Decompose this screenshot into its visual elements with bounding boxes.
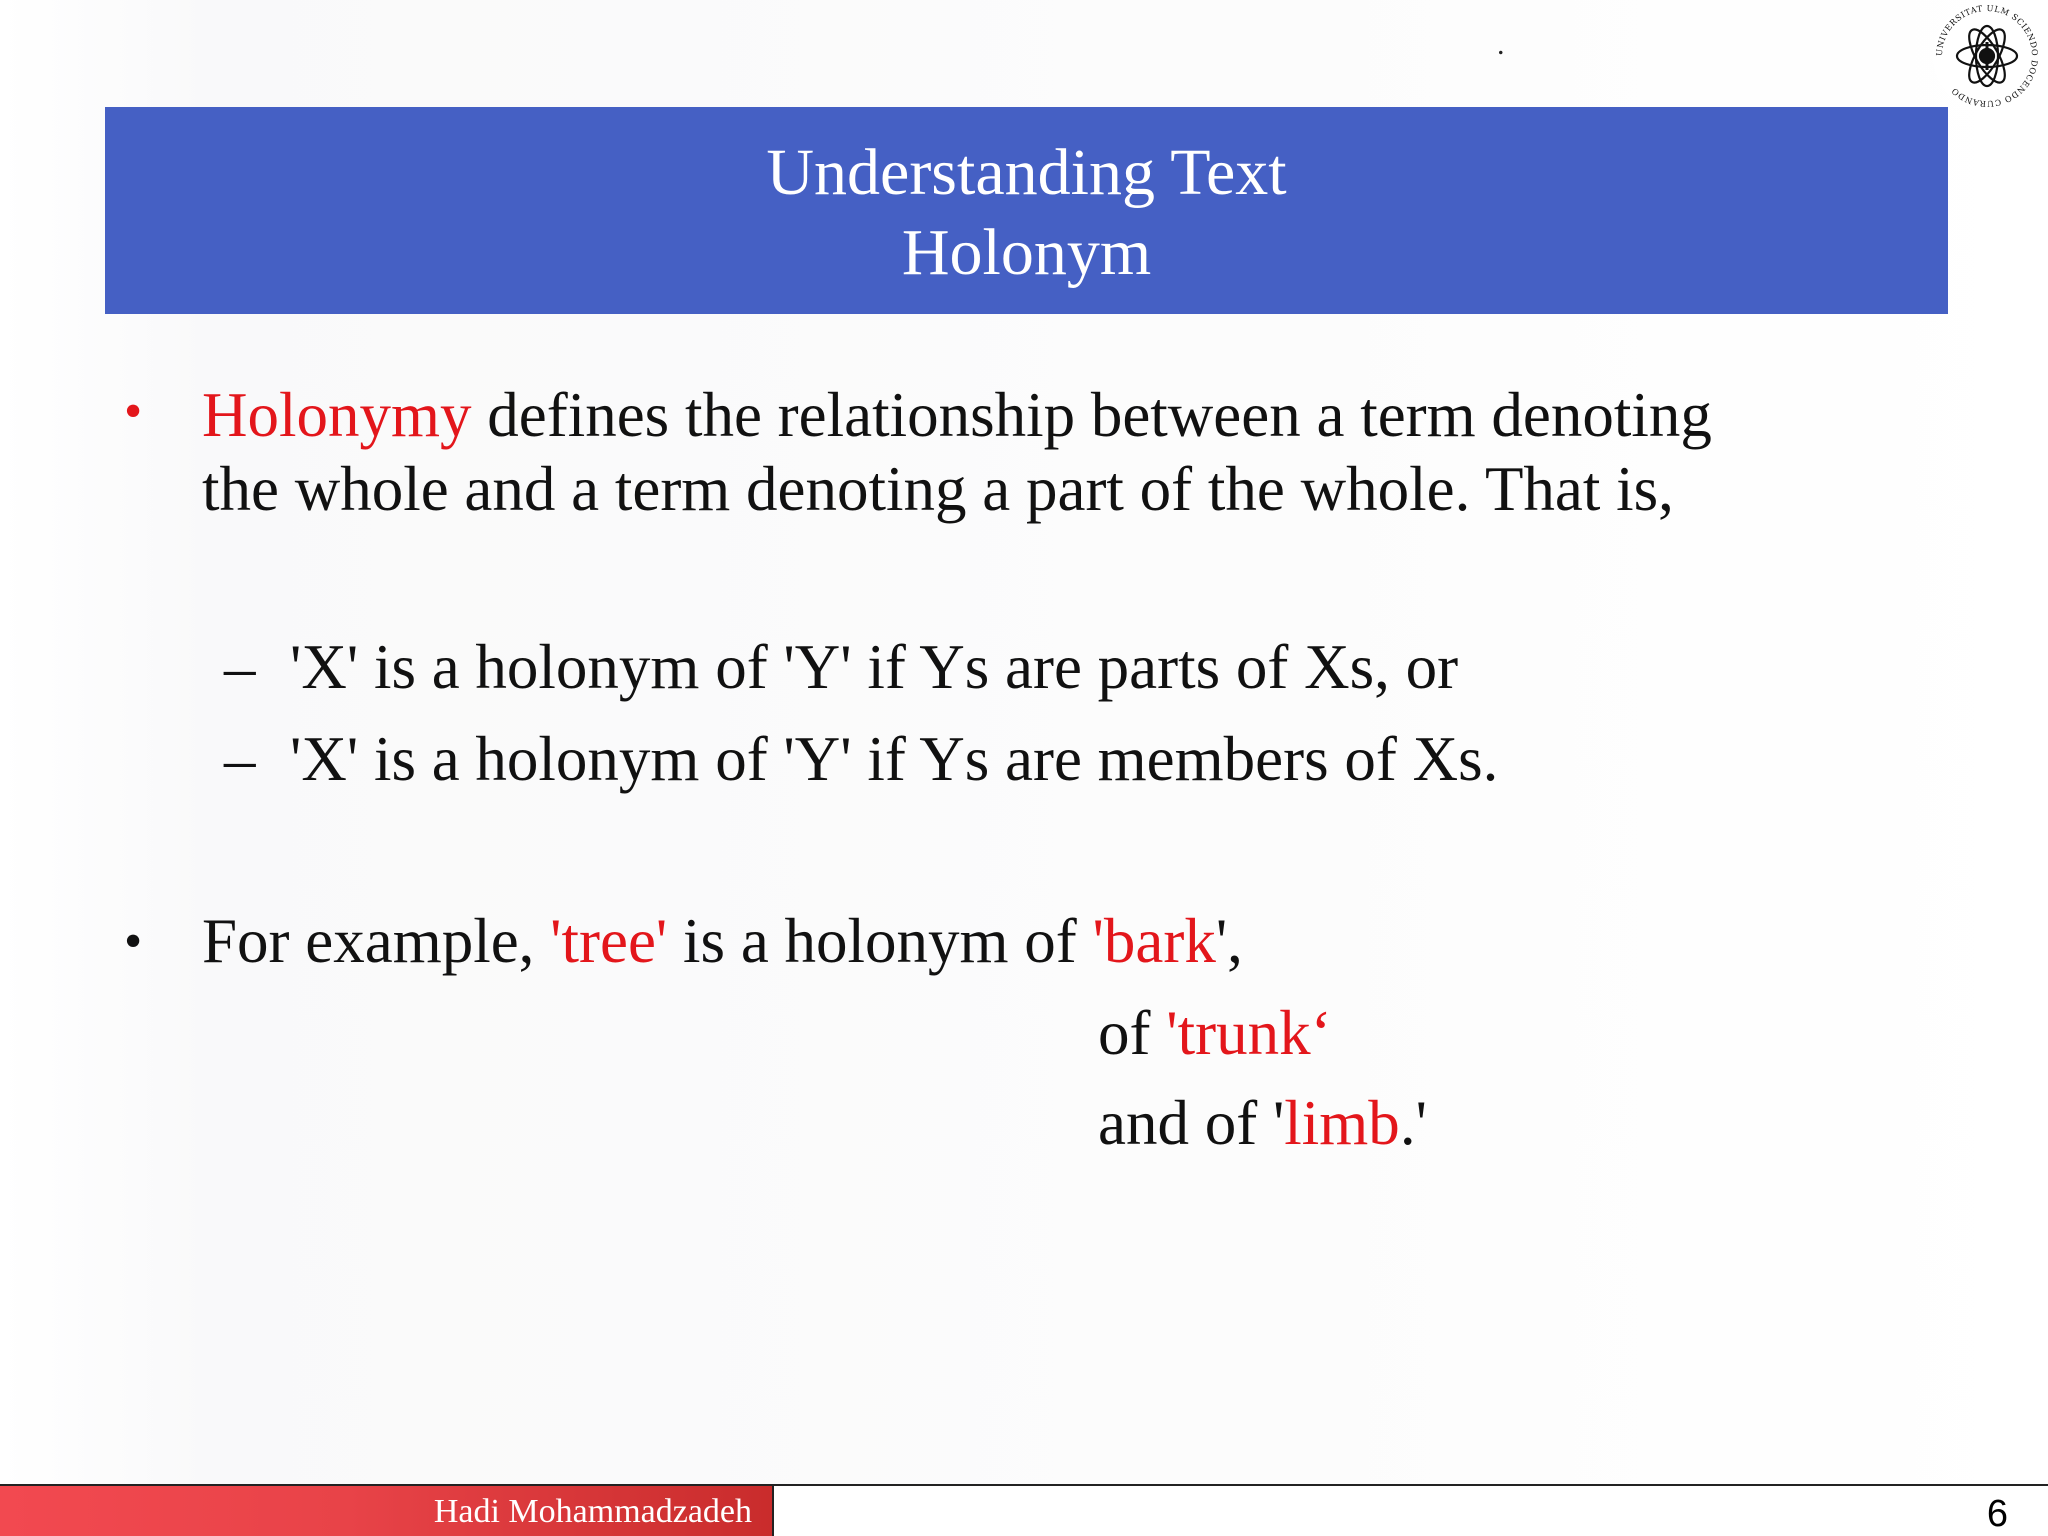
example-line3 xyxy=(1098,1088,1427,1158)
sub-item-parts: 'X' is a holonym of 'Y' if Ys are parts of Xs, or xyxy=(290,632,1459,702)
example-prefix: For example, xyxy=(202,906,551,976)
sub-item-dash: – xyxy=(224,632,256,702)
example-limb-close: .' xyxy=(1399,1088,1427,1158)
example-tree: 'tree' xyxy=(550,906,668,976)
example-trunk: 'trunk‘ xyxy=(1166,998,1332,1068)
footer-author-panel xyxy=(0,1486,774,1536)
bullet1-line1 xyxy=(202,380,1712,450)
example-mid: is a holonym of xyxy=(667,906,1093,976)
example-line2 xyxy=(1098,998,1332,1068)
footer xyxy=(0,1484,2048,1536)
example-bark-close: ', xyxy=(1215,906,1243,976)
sub-item-members: 'X' is a holonym of 'Y' if Ys are members of Xs. xyxy=(290,724,1499,794)
example-and-of: and of ' xyxy=(1098,1088,1285,1158)
example-bark: 'bark xyxy=(1092,906,1216,976)
bullet-marker-red: • xyxy=(124,383,143,440)
bullet-marker-black: • xyxy=(124,913,143,970)
footer-author: Hadi Mohammadzadeh xyxy=(433,1493,752,1530)
bullet1-line2: the whole and a term denoting a part of the whole. That is, xyxy=(202,454,1674,524)
example-of: of xyxy=(1098,998,1167,1068)
example-limb: limb xyxy=(1284,1088,1400,1158)
slide-title: Understanding Text xyxy=(766,135,1287,209)
seal-text: UNIVERSITAT ULM SCIENDO DOCENDO CURANDO xyxy=(1933,2,2041,110)
holonymy-term: Holonymy xyxy=(202,380,472,450)
page-number: 6 xyxy=(1986,1493,2008,1535)
footer-page-panel xyxy=(774,1486,2048,1536)
slide-subtitle: Holonym xyxy=(901,215,1152,289)
example-line1 xyxy=(202,906,1243,976)
bullet1-line1-rest: defines the relationship between a term denoting xyxy=(471,380,1712,450)
stray-dot: . xyxy=(1497,28,1505,61)
sub-item-dash: – xyxy=(224,724,256,794)
